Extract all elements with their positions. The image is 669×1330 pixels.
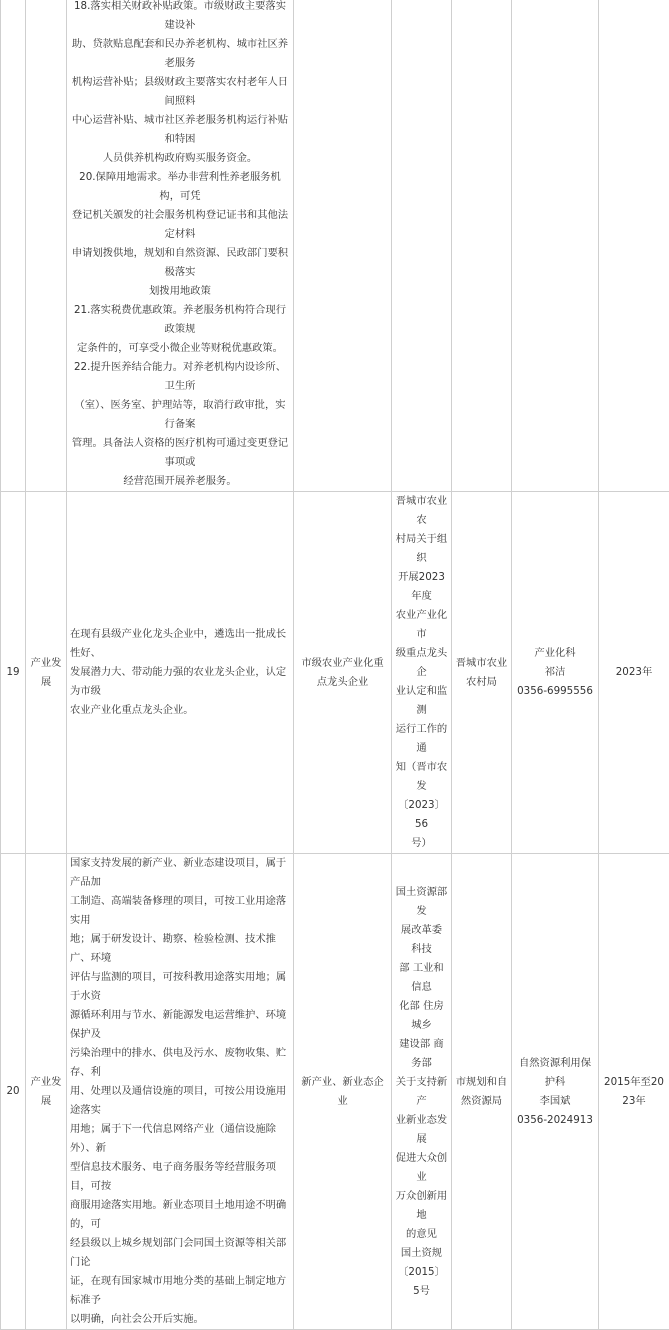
basis-cell xyxy=(392,0,452,492)
table-row xyxy=(1,0,669,492)
row-number: 20 xyxy=(1,854,26,1330)
basis-cell-line: 开展2023年度 xyxy=(395,568,448,606)
period-cell: 2023年 xyxy=(599,492,669,854)
category-cell: 产业发展 xyxy=(26,854,67,1330)
basis-cell-line: 的意见 xyxy=(395,1225,448,1244)
contact-cell-line: 祁洁 xyxy=(515,663,595,682)
policy-cell-line: 证，在现有国家城市用地分类的基础上制定地方标准予 xyxy=(70,1272,290,1310)
policy-cell-line: 申请划拨供地，规划和自然资源、民政部门要积极落实 xyxy=(70,244,290,282)
basis-cell-line: 知（晋市农发 xyxy=(395,758,448,796)
policy-cell xyxy=(67,0,294,492)
policy-cell-line: 污染治理中的排水、供电及污水、废物收集、贮存、利 xyxy=(70,1044,290,1082)
basis-cell-line: 国土资规 xyxy=(395,1244,448,1263)
department-cell: 晋城市农业农村局 xyxy=(452,492,512,854)
policy-cell-line: 发展潜力大、带动能力强的农业龙头企业，认定为市级 xyxy=(70,663,290,701)
policy-cell-line: 以明确，向社会公开后实施。 xyxy=(70,1310,290,1329)
policy-cell-line: 评估与监测的项目，可按科教用途落实用地；属于水资 xyxy=(70,968,290,1006)
basis-cell-line: 万众创新用地 xyxy=(395,1187,448,1225)
basis-cell-line: 级重点龙头企 xyxy=(395,644,448,682)
target-cell: 新产业、新业态企业 xyxy=(294,854,392,1330)
basis-cell-line: 业认定和监测 xyxy=(395,682,448,720)
contact-cell-line: 自然资源利用保护科 xyxy=(515,1054,595,1092)
basis-cell-line: 〔2015〕5号 xyxy=(395,1263,448,1301)
row-number xyxy=(1,0,26,492)
basis-cell-line: 晋城市农业农 xyxy=(395,492,448,530)
policy-cell xyxy=(67,492,294,854)
basis-cell-line: 化部 住房城乡 xyxy=(395,997,448,1035)
policy-cell-line: 20.保障用地需求。举办非营利性养老服务机构，可凭 xyxy=(70,168,290,206)
contact-cell-line: 产业化科 xyxy=(515,644,595,663)
basis-cell-line: 关于支持新产 xyxy=(395,1073,448,1111)
basis-cell xyxy=(392,492,452,854)
policy-cell-line: 用地；属于下一代信息网络产业（通信设施除外）、新 xyxy=(70,1120,290,1158)
policy-cell-line: 管理。具备法人资格的医疗机构可通过变更登记事项或 xyxy=(70,434,290,472)
basis-cell-line: 国土资源部 发 xyxy=(395,883,448,921)
basis-cell-line: 部 工业和信息 xyxy=(395,959,448,997)
policy-cell xyxy=(67,854,294,1330)
policy-cell-line: 21.落实税费优惠政策。养老服务机构符合现行政策规 xyxy=(70,301,290,339)
policy-cell-line: 型信息技术服务、电子商务服务等经营服务项目，可按 xyxy=(70,1158,290,1196)
period-cell: 2015年至2023年 xyxy=(599,854,669,1330)
policy-cell-line: 助、贷款贴息配套和民办养老机构、城市社区养老服务 xyxy=(70,35,290,73)
policy-cell-line: 18.落实相关财政补贴政策。市级财政主要落实建设补 xyxy=(70,0,290,35)
policy-cell-line: 商服用途落实用地。新业态项目土地用途不明确的，可 xyxy=(70,1196,290,1234)
policy-cell-line: 机构运营补贴；县级财政主要落实农村老年人日间照料 xyxy=(70,73,290,111)
contact-cell xyxy=(512,492,599,854)
contact-cell xyxy=(512,854,599,1330)
policy-cell-line: 国家支持发展的新产业、新业态建设项目，属于产品加 xyxy=(70,854,290,892)
policy-cell-line: 在现有县级产业化龙头企业中，遴选出一批成长性好、 xyxy=(70,625,290,663)
table-row xyxy=(1,492,669,854)
policy-cell-line: 22.提升医养结合能力。对养老机构内设诊所、卫生所 xyxy=(70,358,290,396)
category-cell xyxy=(26,0,67,492)
basis-cell-line: 运行工作的通 xyxy=(395,720,448,758)
target-cell xyxy=(294,0,392,492)
basis-cell-line: 〔2023〕56 xyxy=(395,796,448,834)
policy-cell-line: 经县级以上城乡规划部门会同国土资源等相关部门论 xyxy=(70,1234,290,1272)
contact-cell-line: 0356-6995556 xyxy=(515,682,595,701)
row-number: 19 xyxy=(1,492,26,854)
policy-cell-line: 用、处理以及通信设施的项目，可按公用设施用途落实 xyxy=(70,1082,290,1120)
department-cell: 市规划和自然资源局 xyxy=(452,854,512,1330)
period-cell xyxy=(599,0,669,492)
policy-cell-line: 划拨用地政策 xyxy=(70,282,290,301)
basis-cell-line: 建设部 商务部 xyxy=(395,1035,448,1073)
contact-cell xyxy=(512,0,599,492)
category-cell: 产业发展 xyxy=(26,492,67,854)
basis-cell-line: 展改革委 科技 xyxy=(395,921,448,959)
basis-cell-line: 号） xyxy=(395,834,448,853)
policy-cell-line: 农业产业化重点龙头企业。 xyxy=(70,701,290,720)
policy-cell-line: 定条件的，可享受小微企业等财税优惠政策。 xyxy=(70,339,290,358)
table-row xyxy=(1,854,669,1330)
policy-cell-line: 工制造、高端装备修理的项目，可按工业用途落实用 xyxy=(70,892,290,930)
policy-cell-line: 人员供养机构政府购买服务资金。 xyxy=(70,149,290,168)
policy-cell-line: 经营范围开展养老服务。 xyxy=(70,472,290,491)
policy-cell-line: 登记机关颁发的社会服务机构登记证书和其他法定材料 xyxy=(70,206,290,244)
basis-cell-line: 业新业态发展 xyxy=(395,1111,448,1149)
target-cell: 市级农业产业化重点龙头企业 xyxy=(294,492,392,854)
policy-cell-line: 中心运营补贴、城市社区养老服务机构运行补贴和特困 xyxy=(70,111,290,149)
basis-cell xyxy=(392,854,452,1330)
policy-cell-line: （室）、医务室、护理站等，取消行政审批，实行备案 xyxy=(70,396,290,434)
basis-cell-line: 促进大众创业 xyxy=(395,1149,448,1187)
department-cell xyxy=(452,0,512,492)
contact-cell-line: 李国斌 xyxy=(515,1092,595,1111)
policy-cell-line: 地；属于研发设计、勘察、检验检测、技术推广、环境 xyxy=(70,930,290,968)
table-body xyxy=(1,0,669,1330)
basis-cell-line: 村局关于组织 xyxy=(395,530,448,568)
contact-cell-line: 0356-2024913 xyxy=(515,1111,595,1130)
basis-cell-line: 农业产业化市 xyxy=(395,606,448,644)
policy-cell-line: 源循环利用与节水、新能源发电运营维护、环境保护及 xyxy=(70,1006,290,1044)
